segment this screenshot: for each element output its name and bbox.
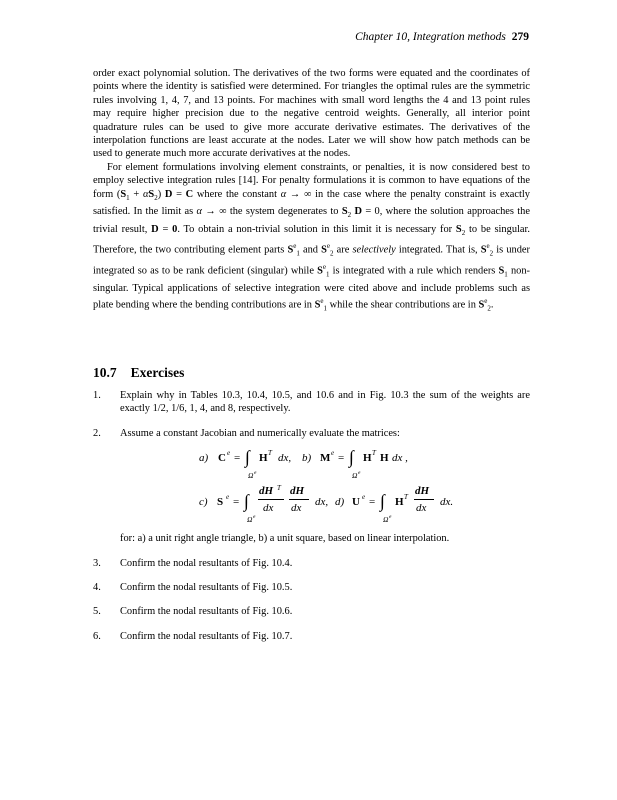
- eq-symbol-H: H: [395, 496, 404, 509]
- running-head-title: Chapter 10, Integration methods: [355, 31, 506, 43]
- eq-label-b: b): [302, 452, 312, 465]
- eq-equals: =: [234, 452, 241, 465]
- exercise-number: 2.: [93, 427, 101, 439]
- exercise-item: [93, 581, 530, 594]
- exercise-text: Confirm the nodal resultants of Fig. 10.7.: [120, 630, 293, 642]
- integral-domain: Ω: [248, 471, 254, 481]
- exercise-text: Confirm the nodal resultants of Fig. 10.4.: [120, 557, 293, 569]
- eq-equals: =: [369, 496, 376, 509]
- fraction-numerator: dH: [290, 485, 305, 498]
- integral-sign: ∫: [245, 447, 250, 468]
- eq-label-c: c): [199, 496, 208, 509]
- exercise-text: Confirm the nodal resultants of Fig. 10.6.: [120, 606, 293, 618]
- exercise-item: [93, 557, 530, 570]
- exercise-text: Confirm the nodal resultants of Fig. 10.5.: [120, 582, 293, 594]
- exercise-text: Explain why in Tables 10.3, 10.4, 10.5, and 10.6 and in Fig. 10.3 the sum of the weights are exactly 1/2, 1/6, 1, 4, and 8, respectively.: [120, 390, 530, 415]
- eq-symbol-C: C: [218, 452, 226, 465]
- exercise-number: 3.: [93, 557, 101, 569]
- exercise-2-note: for: a) a unit right angle triangle, b) a unit square, based on linear interpolation.: [120, 533, 450, 545]
- integral-sign: ∫: [349, 447, 354, 468]
- section-title: Exercises: [130, 365, 185, 380]
- exercise-item: [93, 389, 530, 416]
- eq-superscript: T: [404, 493, 408, 502]
- integral-domain: Ω: [352, 471, 358, 481]
- paragraph-1: order exact polynomial solution. The derivatives of the two forms were equated and the coordinates of points where the identity is satisfied were determined. For triangles the optimal rules are the symmetric rules involving 1, 4, 7, and 13 points. For machines with small word lengths the 4 and 13 point rules may require higher precision due to the negative centroid weights. Generally, all interior point quadrature rules can be used to give more accurate derivative estimates. The derivatives of the interpolation functions are least accurate at the nodes. Later we will show how patch methods can be used to generate much more accurate derivatives at the nodes.: [93, 68, 530, 160]
- eq-differential: dx ,: [392, 452, 408, 465]
- eq-superscript: e: [358, 470, 361, 477]
- fraction-denominator: dx: [416, 502, 427, 515]
- eq-label-d: d): [335, 496, 345, 509]
- exercise-number: 5.: [93, 606, 101, 618]
- fraction-denominator: dx: [263, 502, 274, 515]
- eq-symbol-U: U: [352, 496, 360, 509]
- eq-superscript: e: [253, 514, 256, 521]
- body-text: [93, 67, 530, 316]
- exercise-item: [93, 605, 530, 618]
- eq-symbol-H: H: [259, 452, 268, 465]
- eq-equals: =: [338, 452, 345, 465]
- eq-superscript: e: [227, 449, 231, 458]
- eq-differential: dx.: [440, 496, 454, 509]
- section-heading: [93, 365, 184, 381]
- equation-row-cd: [120, 482, 530, 526]
- eq-superscript: e: [226, 493, 230, 502]
- exercise-number: 1.: [93, 390, 101, 401]
- fraction-numerator: dH: [259, 485, 274, 498]
- exercise-text: Assume a constant Jacobian and numerically evaluate the matrices:: [120, 427, 400, 439]
- integral-sign: ∫: [244, 491, 249, 512]
- integral-domain: Ω: [247, 515, 253, 525]
- page-number: 279: [511, 31, 529, 43]
- eq-superscript: T: [277, 484, 281, 493]
- exercise-number: 6.: [93, 630, 101, 642]
- eq-superscript: e: [254, 470, 257, 477]
- equation-row-ab: [120, 444, 530, 480]
- eq-superscript: e: [389, 514, 392, 521]
- fraction-denominator: dx: [291, 502, 302, 515]
- eq-equals: =: [233, 496, 240, 509]
- eq-symbol-H: H: [380, 452, 389, 465]
- exercise-item: [93, 427, 530, 546]
- paragraph-2: For element formulations involving element constraints, or penalties, it is now considered best to employ selective integration rules [14]. For penalty formulations it is common to have equations of the form $(S_1 + \alpha S_2) D = C$ where the constant α → ∞ in the case where the penalty constraint is exactly satisfied. In the limit as α → ∞ the system degenerates to $S_2$ D = 0, where the solution approaches the trivial result, D = 0. To obtain a non-trivial solution in this limit it is necessary for $S_2$ to be singular. Therefore, the two contributing element parts $S^e_1$ and $S^e_2$ are selectively integrated. That is, $S^e_2$ is under integrated so as to be rank deficient (singular) while $S^e_1$ is integrated with a rule which renders $S_1$ non-singular. Typical applications of selective integration were cited above and include problems such as plate bending where the bending contributions are in $S^e_1$ while the shear contributions are in $S^e_2$.: [93, 161, 530, 313]
- eq-differential: dx,: [278, 452, 292, 465]
- fraction-numerator: dH: [415, 485, 430, 498]
- eq-superscript: T: [268, 449, 272, 458]
- exercise-list: [93, 389, 530, 654]
- fraction-bar: [258, 499, 284, 500]
- eq-label-a: a): [199, 452, 209, 465]
- eq-symbol-H: H: [363, 452, 372, 465]
- eq-symbol-S: S: [217, 496, 224, 509]
- fraction-bar: [289, 499, 309, 500]
- eq-symbol-M: M: [320, 452, 331, 465]
- exercise-number: 4.: [93, 582, 101, 594]
- eq-superscript: e: [331, 449, 335, 458]
- section-number: 10.7: [93, 365, 117, 380]
- eq-differential: dx,: [315, 496, 329, 509]
- fraction-bar: [414, 499, 434, 500]
- integral-sign: ∫: [380, 491, 385, 512]
- eq-superscript: T: [372, 449, 376, 458]
- exercise-item: [93, 630, 530, 643]
- eq-superscript: e: [362, 493, 366, 502]
- running-head: [355, 31, 529, 43]
- integral-domain: Ω: [383, 515, 389, 525]
